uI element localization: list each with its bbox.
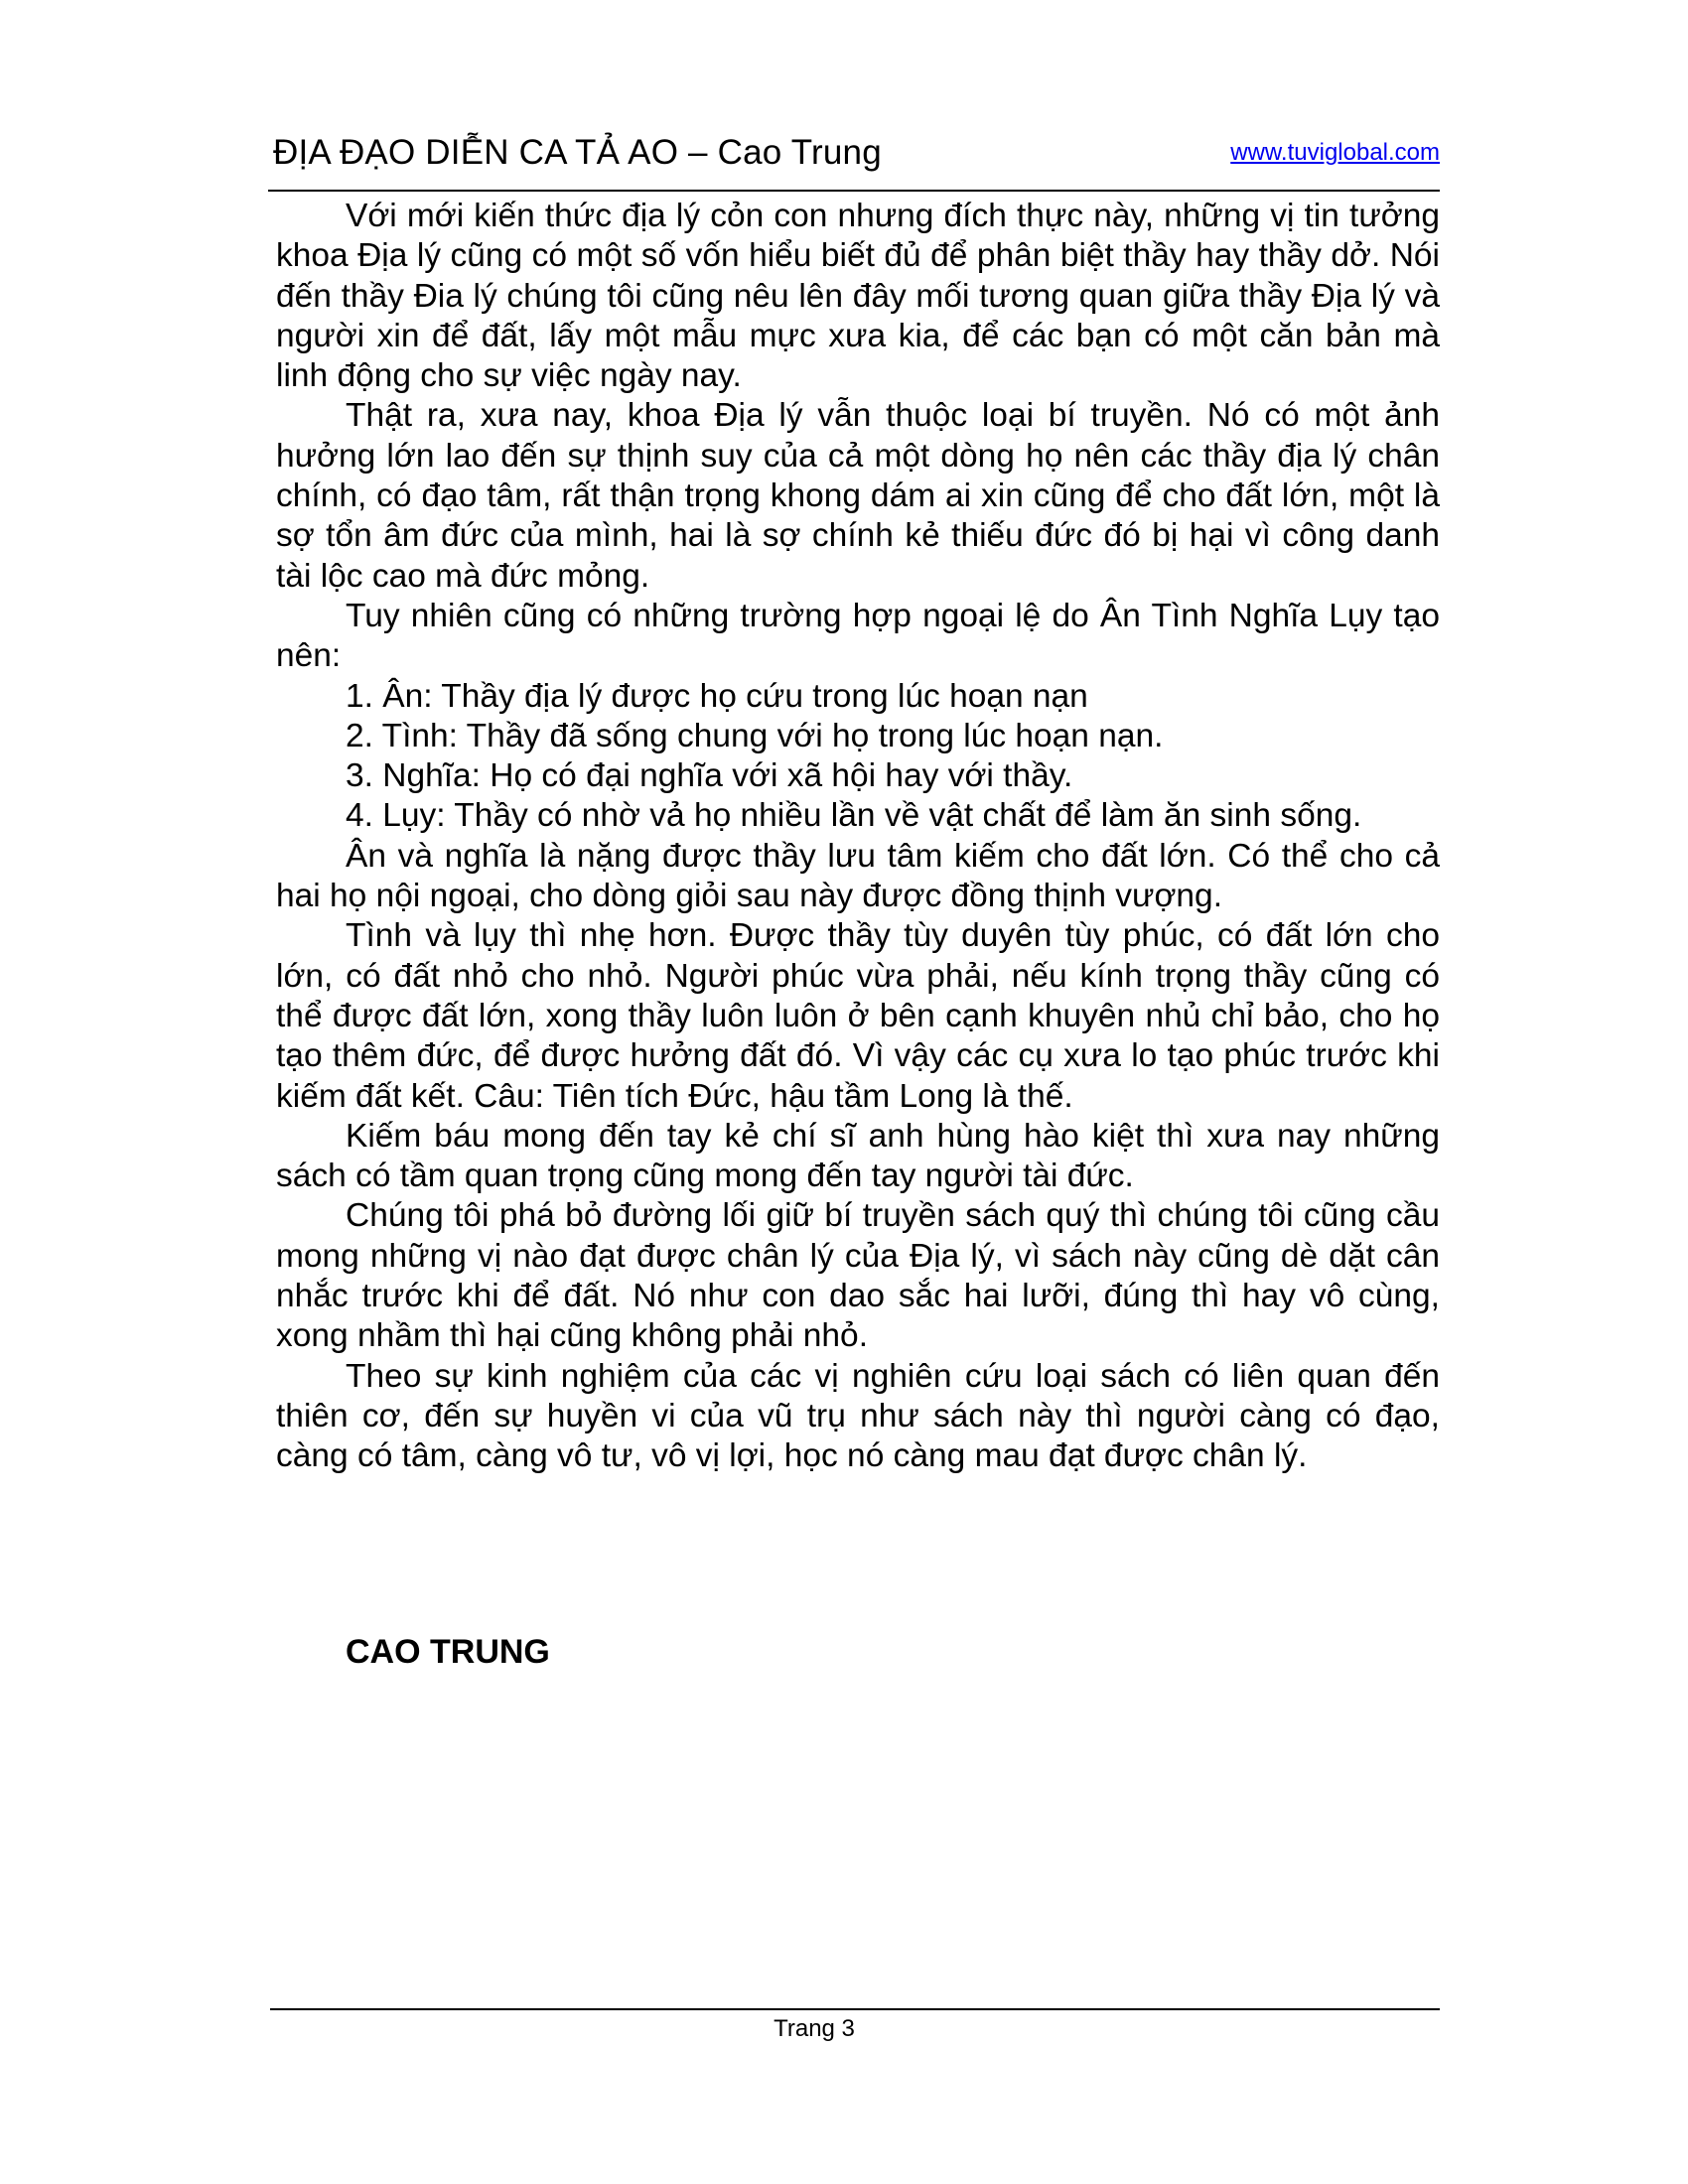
paragraph: Tình và lụy thì nhẹ hơn. Được thầy tùy duyên tùy phúc, có đất lớn cho lớn, có đất nhỏ cho nhỏ. Người phúc vừa phải, nếu kính trọng thầy cũng có thể được đất lớn, xong thầy luôn luôn ở bên cạnh khuyên nhủ chỉ bảo, cho họ tạo thêm đức, để được hưởng đất đó. Vì vậy các cụ xưa lo tạo phúc trước khi kiếm đất kết. Câu: Tiên tích Đức, hậu tầm Long là thế. (276, 917, 1440, 1115)
author-signature: CAO TRUNG (346, 1633, 550, 1671)
paragraph: Với mới kiến thức địa lý cỏn con nhưng đích thực này, những vị tin tưởng khoa Địa lý cũng có một số vốn hiểu biết đủ để phân biệt thầy hay thầy dở. Nói đến thầy Đia lý chúng tôi cũng nêu lên đây mối tương quan giữa thầy Địa lý và người xin để đất, lấy một mẫu mực xưa kia, để các bạn có một căn bản mà linh động cho sự việc ngày nay. (276, 198, 1440, 395)
footer-divider (270, 2008, 1440, 2010)
list-item: 1. Ân: Thầy địa lý được họ cứu trong lúc hoạn nạn (346, 677, 1088, 715)
list-item: 3. Nghĩa: Họ có đại nghĩa với xã hội hay với thầy. (346, 757, 1073, 795)
paragraph: Ân và nghĩa là nặng được thầy lưu tâm kiếm cho đất lớn. Có thể cho cả hai họ nội ngoại, cho dòng giỏi sau này được đồng thịnh vượng. (276, 837, 1440, 915)
document-title: ĐỊA ĐẠO DIỄN CA TẢ AO – Cao Trung (273, 133, 882, 172)
page-header (273, 127, 1440, 179)
paragraph: Tuy nhiên cũng có những trường hợp ngoại lệ do Ân Tình Nghĩa Lụy tạo nên: (276, 597, 1440, 675)
document-body (276, 197, 1440, 1477)
website-link[interactable]: www.tuviglobal.com (1230, 139, 1440, 166)
header-divider (268, 190, 1440, 192)
page-number: Trang 3 (774, 2015, 855, 2042)
list-item: 4. Lụy: Thầy có nhờ vả họ nhiều lần về vật chất để làm ăn sinh sống. (346, 797, 1362, 835)
paragraph: Thật ra, xưa nay, khoa Địa lý vẫn thuộc loại bí truyền. Nó có một ảnh hưởng lớn lao đến sự thịnh suy của cả một dòng họ nên các thầy địa lý chân chính, có đạo tâm, rất thận trọng khong dám ai xin cũng để cho đất lớn, một là sợ tổn âm đức của mình, hai là sợ chính kẻ thiếu đức đó bị hại vì công danh tài lộc cao mà đức mỏng. (276, 397, 1440, 595)
paragraph: Chúng tôi phá bỏ đường lối giữ bí truyền sách quý thì chúng tôi cũng cầu mong những vị nào đạt được chân lý của Địa lý, vì sách này cũng dè dặt cân nhắc trước khi để đất. Nó như con dao sắc hai lưỡi, đúng thì hay vô cùng, xong nhầm thì hại cũng không phải nhỏ. (276, 1197, 1440, 1355)
paragraph: Kiếm báu mong đến tay kẻ chí sĩ anh hùng hào kiệt thì xưa nay những sách có tầm quan trọng cũng mong đến tay người tài đức. (276, 1117, 1440, 1195)
paragraph: Theo sự kinh nghiệm của các vị nghiên cứu loại sách có liên quan đến thiên cơ, đến sự huyền vi của vũ trụ như sách này thì người càng có đạo, càng có tâm, càng vô tư, vô vị lợi, học nó càng mau đạt được chân lý. (276, 1357, 1440, 1475)
list-item: 2. Tình: Thầy đã sống chung với họ trong lúc hoạn nạn. (346, 717, 1164, 754)
